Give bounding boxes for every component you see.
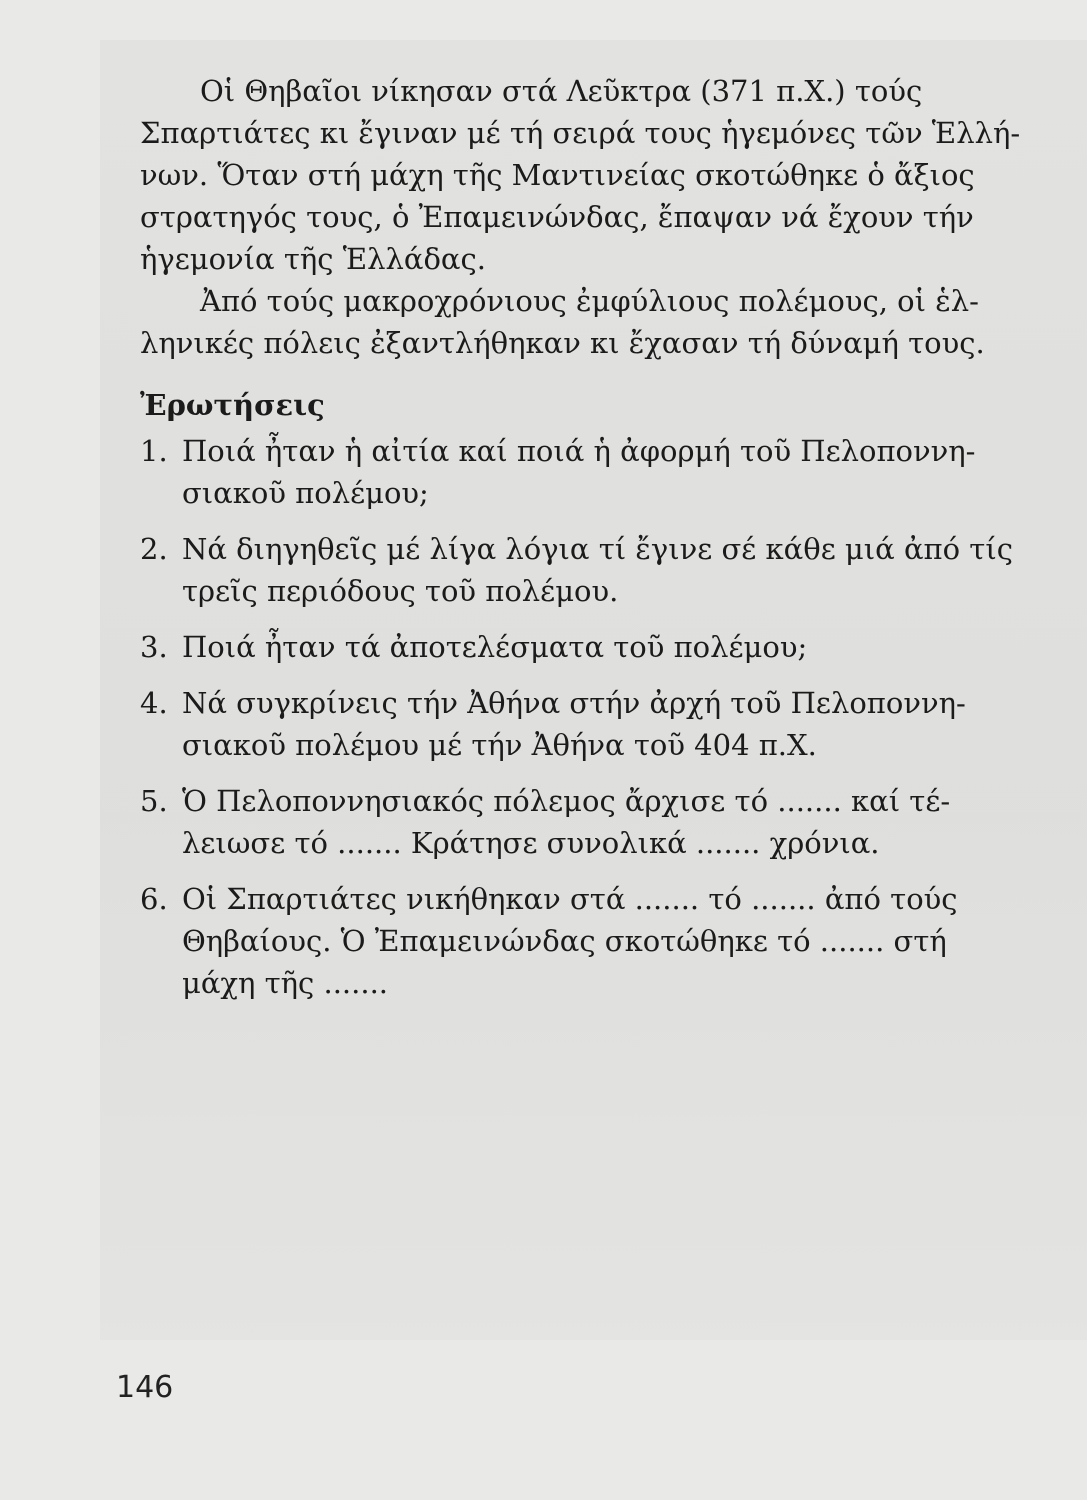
text-line: ἡγεμονία τῆς Ἑλλάδας. (140, 242, 486, 276)
question-line: σιακοῦ πολέμου; (182, 476, 429, 510)
question-line: Θηβαίους. Ὁ Ἐπαμεινώνδας σκοτώθηκε τό ....... στή (182, 924, 947, 958)
question-line: μάχη τῆς ....... (182, 966, 389, 1000)
question-line: Ποιά ἦταν τά ἀποτελέσματα τοῦ πολέμου; (182, 630, 808, 664)
text-line: Οἱ Θηβαῖοι νίκησαν στά Λεῦκτρα (371 π.Χ.) τούς (200, 74, 923, 108)
text-line: στρατηγός τους, ὁ Ἐπαμεινώνδας, ἔπαψαν νά ἔχουν τήν (140, 200, 974, 234)
text-line: ληνικές πόλεις ἐξαντλήθηκαν κι ἔχασαν τή δύναμή τους. (140, 326, 985, 360)
question-line: λειωσε τό ....... Κράτησε συνολικά ....... χρόνια. (182, 826, 880, 860)
question-number: 6. (140, 882, 168, 916)
question-line: Οἱ Σπαρτιάτες νικήθηκαν στά ....... τό ....... ἀπό τούς (182, 882, 958, 916)
page-number: 146 (116, 1370, 174, 1405)
paragraph (140, 70, 1021, 280)
question-line: σιακοῦ πολέμου μέ τήν Ἀθήνα τοῦ 404 π.Χ. (182, 728, 817, 762)
question-item (140, 682, 966, 766)
question-line: τρεῖς περιόδους τοῦ πολέμου. (182, 574, 619, 608)
question-item (140, 878, 960, 1004)
question-item (140, 430, 976, 514)
question-number: 2. (140, 532, 168, 566)
text-line: Ἀπό τούς μακροχρόνιους ἐμφύλιους πολέμους, οἱ ἑλ- (200, 284, 979, 318)
question-item (140, 626, 960, 668)
question-line: Νά διηγηθεῖς μέ λίγα λόγια τί ἔγινε σέ κάθε μιά ἀπό τίς (182, 532, 1013, 566)
paragraph (140, 280, 985, 364)
question-item (140, 528, 1013, 612)
question-line: Ποιά ἦταν ἡ αἰτία καί ποιά ἡ ἀφορμή τοῦ Πελοποννη- (182, 434, 976, 468)
questions-list (140, 430, 1013, 1004)
section-heading: Ἐρωτήσεις (140, 388, 325, 422)
text-line: Σπαρτιάτες κι ἔγιναν μέ τή σειρά τους ἡγεμόνες τῶν Ἑλλή- (140, 116, 1021, 150)
page-content (140, 70, 1021, 1018)
question-number: 5. (140, 784, 168, 818)
question-number: 1. (140, 434, 168, 468)
question-item (140, 780, 960, 864)
question-line: Ὁ Πελοποννησιακός πόλεμος ἄρχισε τό ....... καί τέ- (182, 784, 951, 818)
text-line: νων. Ὅταν στή μάχη τῆς Μαντινείας σκοτώθηκε ὁ ἄξιος (140, 158, 975, 192)
question-line: Νά συγκρίνεις τήν Ἀθήνα στήν ἀρχή τοῦ Πελοποννη- (182, 686, 966, 720)
question-number: 4. (140, 686, 168, 720)
question-number: 3. (140, 630, 168, 664)
